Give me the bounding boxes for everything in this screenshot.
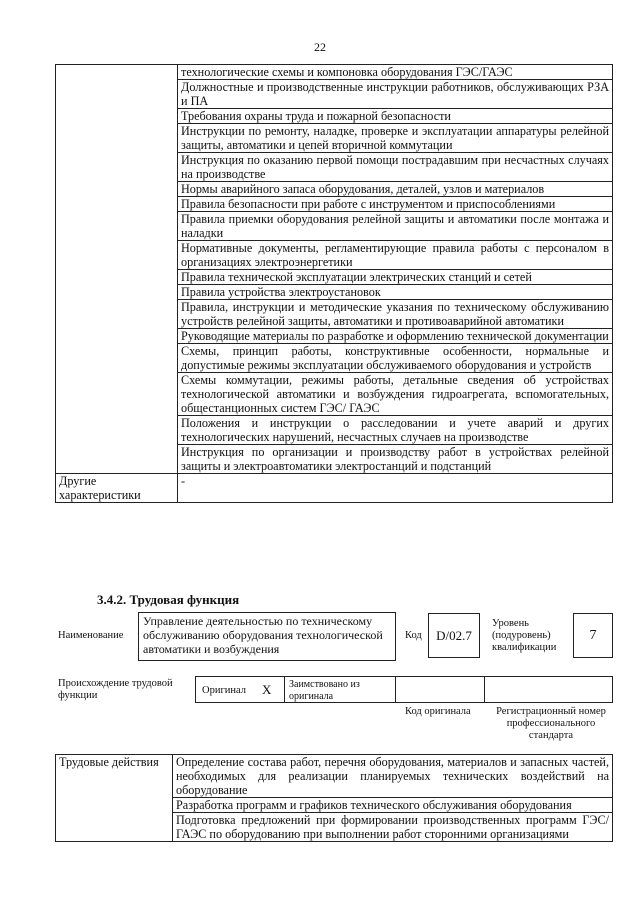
knowledge-item: Нормы аварийного запаса оборудования, деталей, узлов и материалов [178,182,613,197]
origin-label: Происхождение трудовой функции [58,678,173,701]
knowledge-item: Должностные и производственные инструкции работников, обслуживающих РЗА и ПА [178,80,613,109]
level-box [573,613,613,658]
other-characteristics-label: Другие характеристики [56,474,178,503]
code-box [428,613,480,658]
knowledge-item: Правила технической эксплуатации электрических станций и сетей [178,270,613,285]
knowledge-item: Нормативные документы, регламентирующие правила работы с персоналом в организациях электроэнергетики [178,241,613,270]
labor-action-item: Разработка программ и графиков технического обслуживания оборудования [173,798,613,813]
level-label: Уровень (подуровень) квалификации [492,618,557,653]
knowledge-item: Правила приемки оборудования релейной защиты и автоматики после монтажа и наладки [178,212,613,241]
knowledge-item: технологические схемы и компоновка оборудования ГЭС/ГАЭС [178,65,613,80]
knowledge-item: Инструкция по организации и производству работ в устройствах релейной защиты и электроавтоматики электростанций и подстанций [178,445,613,474]
other-characteristics-value: - [178,474,613,503]
knowledge-item: Требования охраны труда и пожарной безопасности [178,109,613,124]
knowledge-item: Схемы коммутации, режимы работы, детальные сведения об устройствах технологической автоматики и возбуждения гидроагрегата, вспомогательных, общестанционных систем ГЭС/ ГАЭС [178,373,613,416]
original-label: Оригинал [202,685,246,696]
section-title: 3.4.2. Трудовая функция [97,592,240,607]
borrowed-label: Заимствовано из оригинала [289,679,360,702]
reg-number-label: Регистрационный номер профессионального стандарта [496,706,606,741]
code-value: D/02.7 [436,627,472,643]
original-mark: X [262,682,272,697]
labor-actions-label: Трудовые действия [56,755,173,842]
knowledge-item: Правила безопасности при работе с инструментом и приспособлениями [178,197,613,212]
knowledge-row [56,65,613,80]
knowledge-left-cell [56,65,178,474]
knowledge-item: Инструкция по оказанию первой помощи пострадавшим при несчастных случаях на производстве [178,153,613,182]
knowledge-table [55,64,613,503]
labor-action-item: Подготовка предложений при формировании производственных программ ГЭС/ГАЭС по оборудованию при выполнении работ сторонними организациями [173,813,613,842]
function-name-value: Управление деятельностью по техническому обслуживанию оборудования технологической автоматики и возбуждения [143,614,383,656]
level-value: 7 [589,627,597,643]
page-number: 22 [314,40,326,54]
labor-action-row [56,755,613,798]
code-original-label: Код оригинала [405,706,471,717]
knowledge-item: Инструкции по ремонту, наладке, проверке и эксплуатации аппаратуры релейной защиты, автоматики и цепей вторичной коммутации [178,124,613,153]
other-characteristics-row [56,474,613,503]
name-label: Наименование [58,630,124,641]
labor-actions-table [55,754,613,842]
knowledge-item: Правила, инструкции и методические указания по техническому обслуживанию устройств релейной защиты, автоматики и противоаварийной автоматики [178,300,613,329]
knowledge-item: Правила устройства электроустановок [178,285,613,300]
knowledge-item: Схемы, принцип работы, конструктивные особенности, нормальные и допустимые режимы эксплуатации обслуживаемого оборудования и устройств [178,344,613,373]
function-name-box [138,612,396,661]
labor-action-item: Определение состава работ, перечня оборудования, материалов и запасных частей, необходимых для реализации планируемых технических воздействий на оборудование [173,755,613,798]
reg-number-box [484,676,613,703]
original-box [195,676,285,703]
knowledge-item: Руководящие материалы по разработке и оформлению технической документации [178,329,613,344]
borrowed-box [284,676,396,703]
code-original-box [395,676,485,703]
knowledge-item: Положения и инструкции о расследовании и учете аварий и других технологических нарушений, несчастных случаев на производстве [178,416,613,445]
code-label: Код [405,630,422,641]
